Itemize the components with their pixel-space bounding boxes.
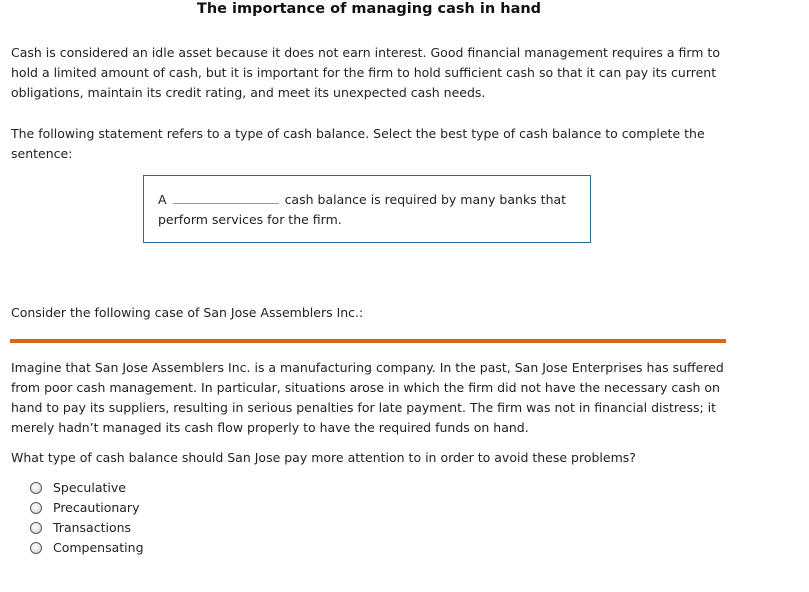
option-precautionary[interactable]: [29, 498, 144, 518]
fill-in-sentence-box: [143, 175, 591, 243]
option-label: Transactions: [53, 520, 132, 535]
intro-paragraph: Cash is considered an idle asset because it does not earn interest. Good financial management requires a firm to hold a limited amount of cash, but it is important for the firm to hold sufficient cash so that it can pay its current obligations, maintain its credit rating, and meet its unexpected cash needs.: [11, 45, 720, 100]
page-title: The importance of managing cash in hand: [196, 1, 542, 17]
answer-options: [29, 478, 144, 558]
case-text: Imagine that San Jose Assemblers Inc. is a manufacturing company. In the past, San Jose Enterprises has suffered from poor cash management. In particular, situations arose in which the firm did not have the necessary cash on hand to pay its suppliers, resulting in serious penalties for late payment. The firm was not in financial distress; it merely hadn’t managed its cash flow properly to have the required funds on hand.: [11, 360, 724, 435]
radio-button[interactable]: [30, 522, 42, 534]
radio-button[interactable]: [30, 482, 42, 494]
option-compensating[interactable]: [29, 538, 144, 558]
fill-in-blank-dropdown[interactable]: [173, 191, 279, 204]
option-label: Precautionary: [53, 500, 140, 515]
question-text: What type of cash balance should San Jose pay more attention to in order to avoid these problems?: [11, 450, 636, 465]
fill-in-prefix: A: [158, 192, 167, 207]
option-label: Speculative: [53, 480, 126, 495]
option-label: Compensating: [53, 540, 144, 555]
radio-button[interactable]: [30, 542, 42, 554]
case-intro: Consider the following case of San Jose Assemblers Inc.:: [11, 305, 364, 320]
instruction-paragraph: The following statement refers to a type of cash balance. Select the best type of cash balance to complete the sentence:: [11, 126, 705, 161]
option-speculative[interactable]: [29, 478, 144, 498]
section-divider: [10, 339, 726, 343]
fill-in-suffix: cash balance is required by many banks that perform services for the firm.: [158, 192, 567, 227]
radio-button[interactable]: [30, 502, 42, 514]
option-transactions[interactable]: [29, 518, 144, 538]
